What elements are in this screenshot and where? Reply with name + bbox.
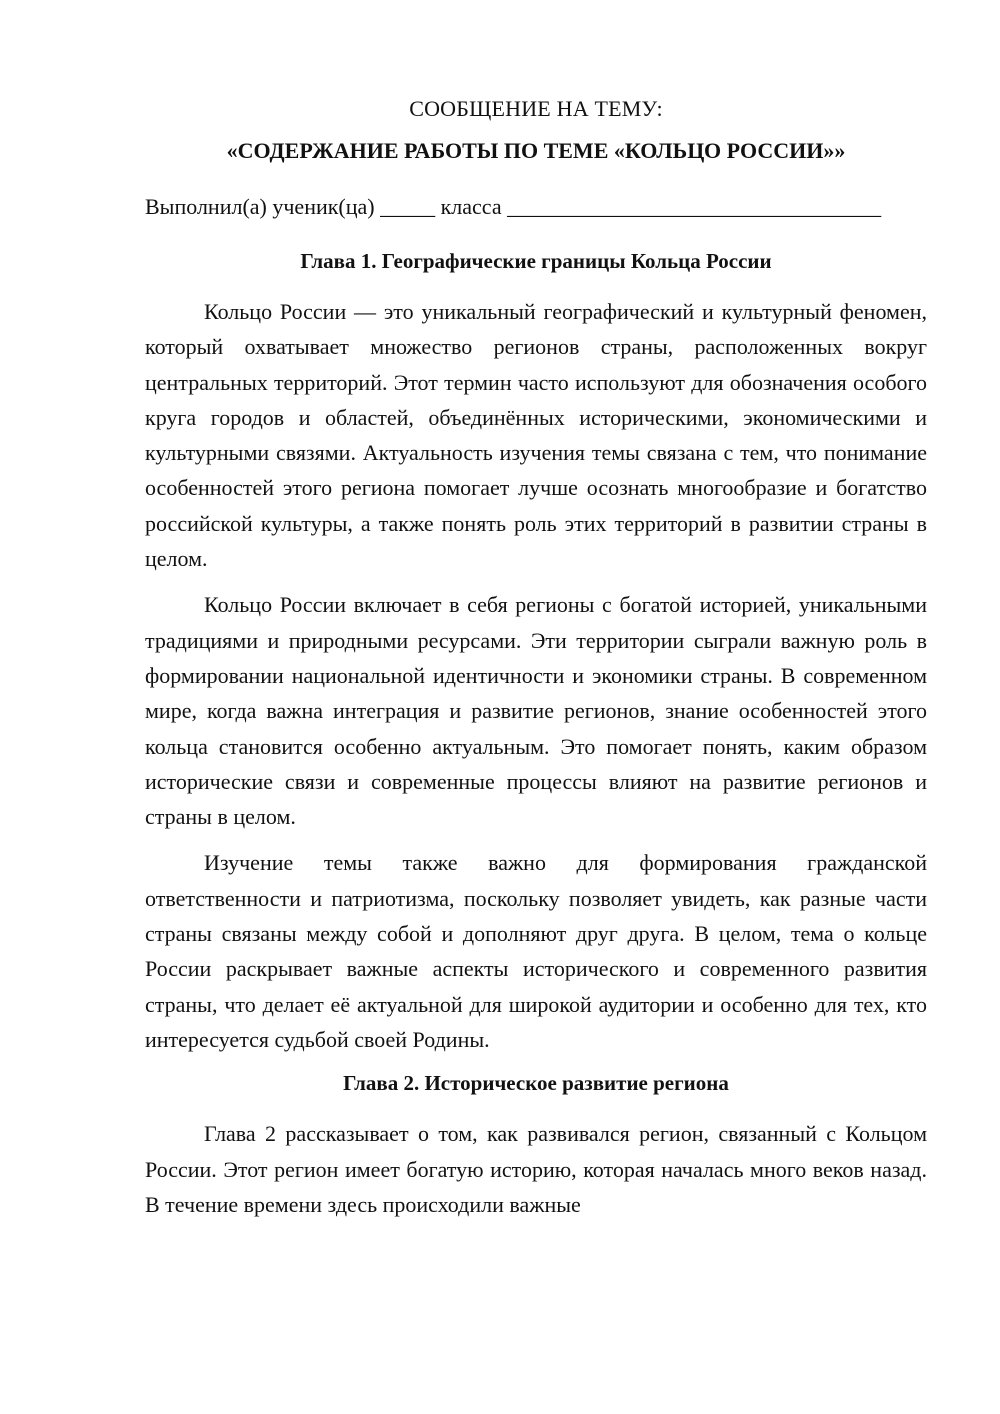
chapter-1-paragraph-2: Кольцо России включает в себя регионы с богатой историей, уникальными традициями и природными ресурсами. Эти территории сыграли важную роль в формировании национальной идентичности и экономики страны. В современном мире, когда важна интеграция и развитие регионов, знание особенностей этого кольца становится особенно актуальным. Это помогает понять, каким образом исторические связи и современные процессы влияют на развитие регионов и страны в целом. (145, 592, 927, 830)
chapter-1-heading: Глава 1. Географические границы Кольца России (300, 249, 772, 273)
document-title: «СОДЕРЖАНИЕ РАБОТЫ ПО ТЕМЕ «КОЛЬЦО РОССИИ»» (226, 138, 846, 163)
document-page (145, 94, 927, 1222)
chapter-1-paragraph-3: Изучение темы также важно для формирования гражданской ответственности и патриотизма, поскольку позволяет увидеть, как разные части страны связаны между собой и дополняют друг друга. В целом, тема о кольце России раскрывает важные аспекты исторического и современного развития страны, что делает её актуальной для широкой аудитории и особенно для тех, кто интересуется судьбой своей Родины. (145, 850, 927, 1052)
chapter-2-heading: Глава 2. Историческое развитие региона (343, 1071, 729, 1096)
chapter-2-paragraph-1: Глава 2 рассказывает о том, как развивался регион, связанный с Кольцом России. Этот регион имеет богатую историю, которая началась много веков назад. В течение времени здесь происходили важные (145, 1121, 927, 1217)
chapter-1-paragraph-1: Кольцо России — это уникальный географический и культурный феномен, который охватывает множество регионов страны, расположенных вокруг центральных территорий. Этот термин часто используют для обозначения особого круга городов и областей, объединённых историческими, экономическими и культурными связями. Актуальность изучения темы связана с тем, что понимание особенностей этого региона помогает лучше осознать многообразие и богатство российской культуры, а также понять роль этих территорий в развитии страны в целом. (145, 299, 927, 572)
document-kicker: СООБЩЕНИЕ НА ТЕМУ: (409, 96, 663, 121)
author-line: Выполнил(а) ученик(ца) _____ класса __________________________________ (145, 194, 882, 219)
